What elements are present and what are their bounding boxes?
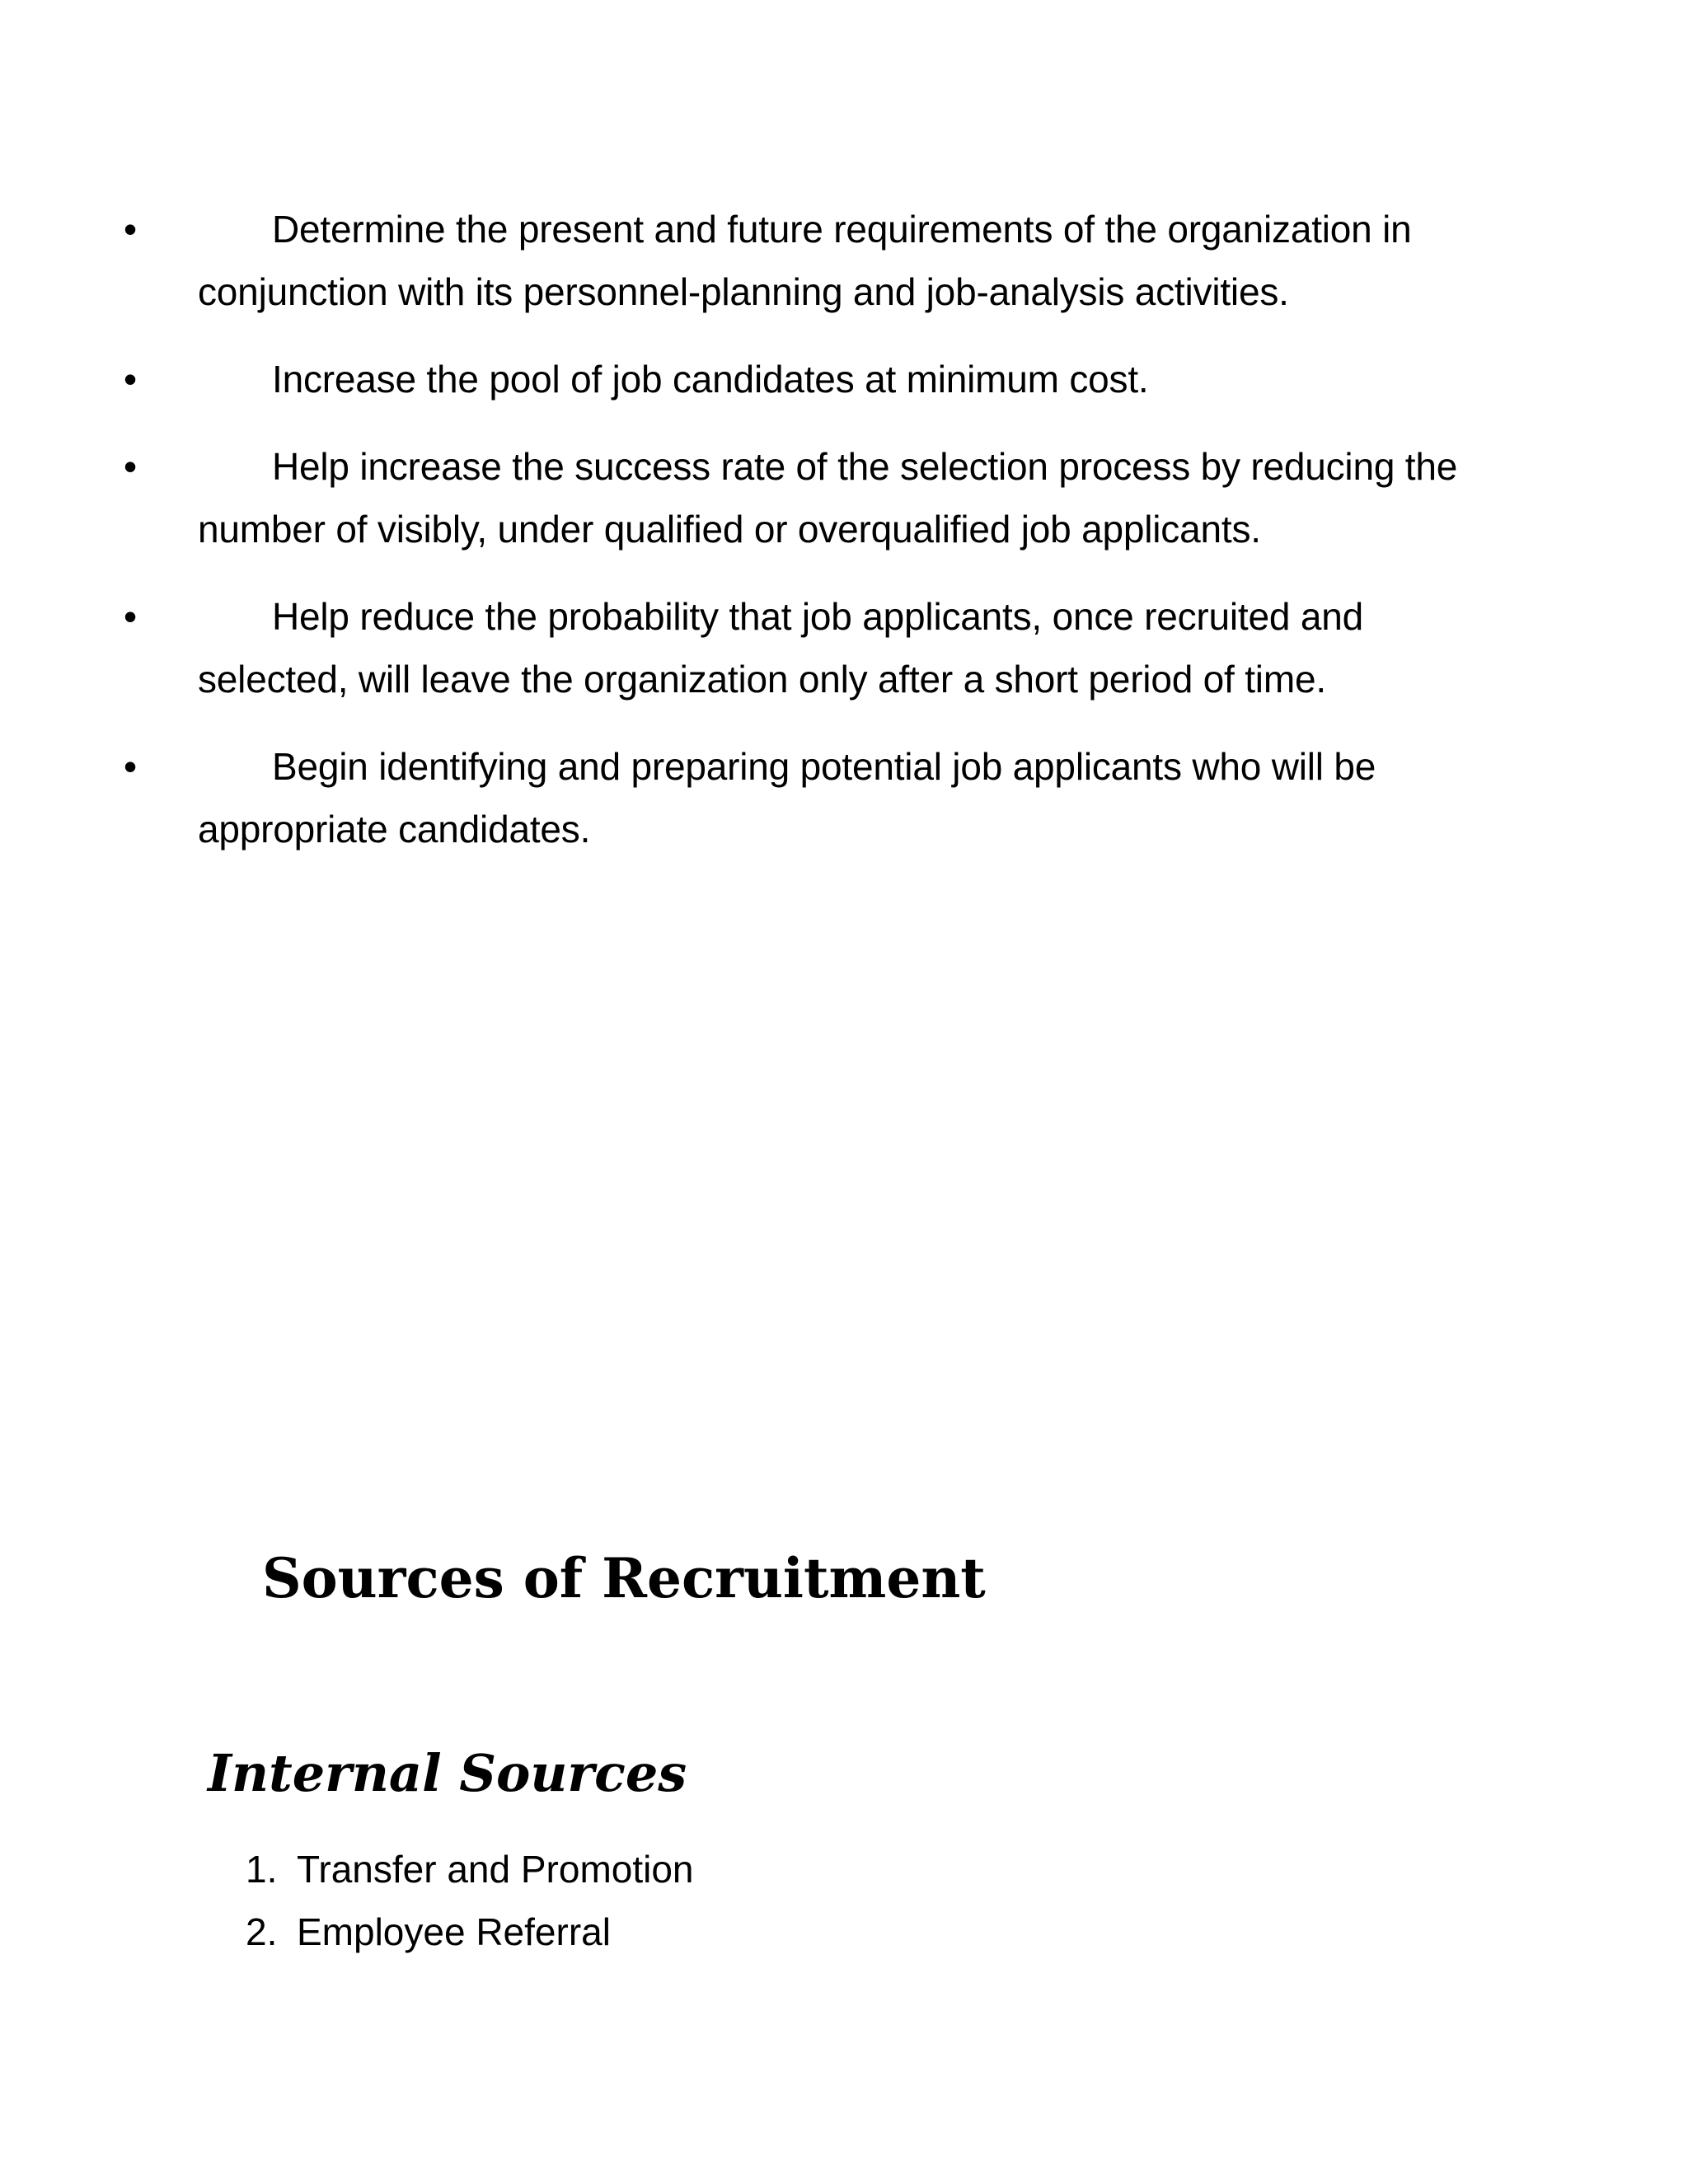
internal-sources-heading: Internal Sources (208, 1743, 687, 1803)
bullet-item (124, 198, 1492, 323)
bullet-marker: • (124, 208, 137, 251)
bullet-text: Help reduce the probability that job applicants, once recruited and selected, will leave the organization only after a short period of time. (198, 595, 1363, 701)
bullet-item (124, 585, 1492, 710)
bullet-marker: • (124, 445, 137, 488)
list-item (246, 1838, 694, 1900)
list-item (246, 1900, 694, 1963)
bullet-text: Determine the present and future requirements of the organization in conjunction with its personnel-planning and job-analysis activities. (198, 208, 1412, 313)
bullet-item (124, 735, 1492, 860)
internal-sources-list (246, 1838, 694, 1963)
bullet-text: Begin identifying and preparing potential job applicants who will be appropriate candidates. (198, 745, 1376, 851)
objectives-bullet-list (124, 198, 1492, 885)
bullet-marker: • (124, 745, 137, 788)
list-number: 2. (246, 1910, 278, 1953)
bullet-text: Help increase the success rate of the selection process by reducing the number of visibly, under qualified or overqualified job applicants. (198, 445, 1458, 551)
bullet-marker: • (124, 358, 137, 401)
list-item-text: Employee Referral (297, 1910, 611, 1953)
list-item-text: Transfer and Promotion (297, 1848, 694, 1891)
bullet-text: Increase the pool of job candidates at minimum cost. (272, 358, 1149, 401)
bullet-marker: • (124, 595, 137, 638)
list-number: 1. (246, 1848, 278, 1891)
bullet-item (124, 435, 1492, 560)
section-heading: Sources of Recruitment (262, 1546, 986, 1610)
bullet-item (124, 348, 1492, 410)
